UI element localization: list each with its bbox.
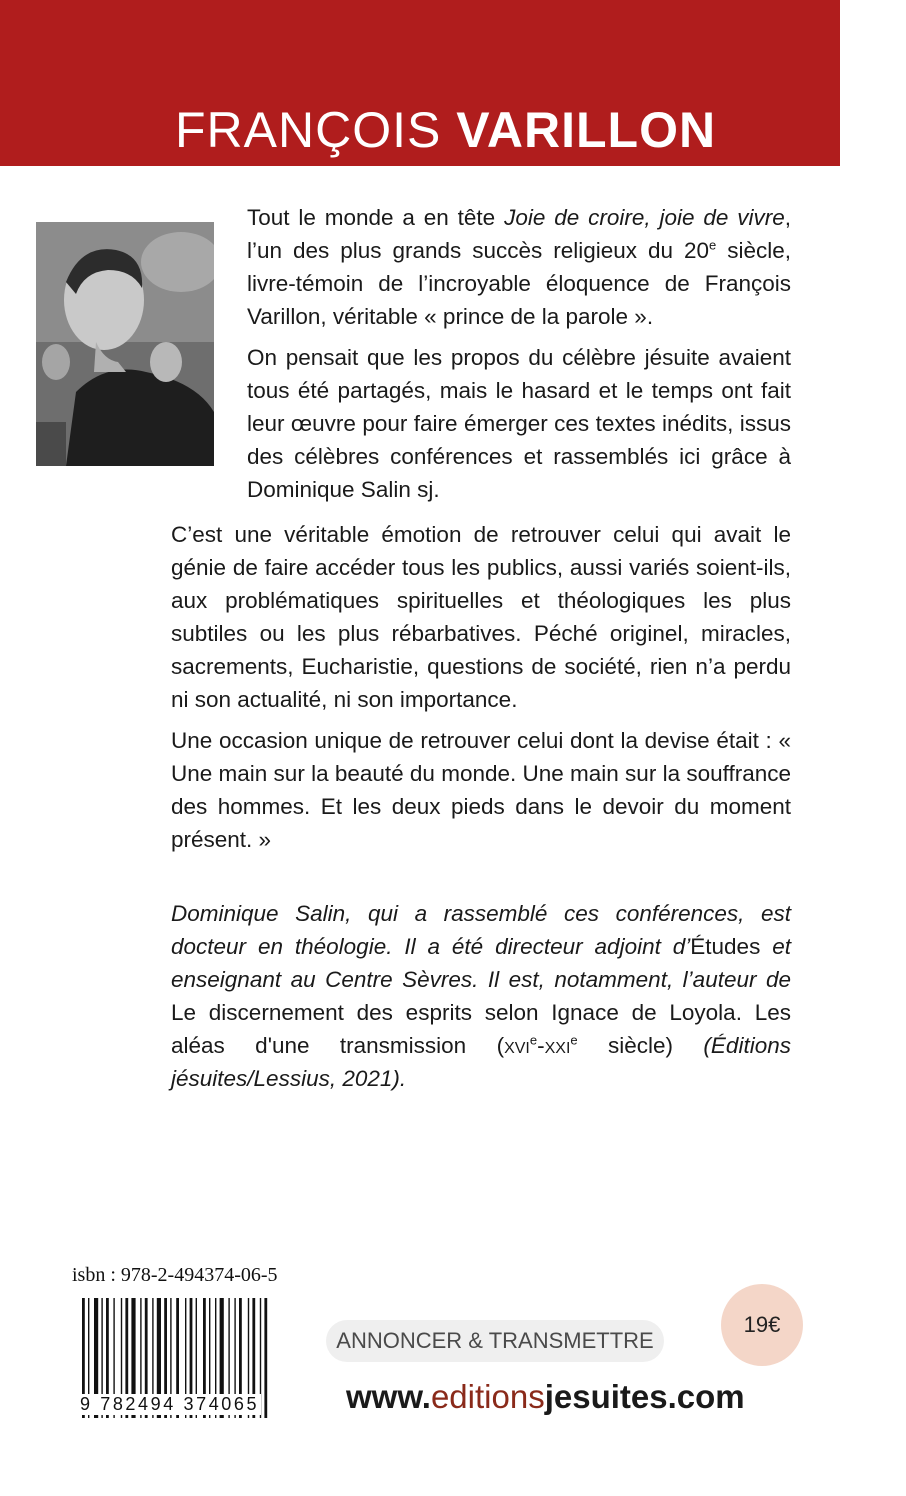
website-url[interactable]: www.editionsjesuites.com xyxy=(346,1378,745,1415)
body-text-block xyxy=(171,518,791,864)
paragraph-1: Tout le monde a en tête Joie de croire, joie de vivre, l’un des plus grands succès religieux du 20e siècle, livre-témoin de l’incroyable éloquence de François Varillon, véritable « prince de la parole ». xyxy=(247,205,791,329)
header-banner xyxy=(0,0,840,166)
paragraph-2: On pensait que les propos du célèbre jésuite avaient tous été partagés, mais le hasard et le temps ont fait leur œuvre pour faire émerger ces textes inédits, issus des célèbres conférences et rassemblés ici grâce à Dominique Salin sj. xyxy=(247,345,791,502)
price-badge: 19€ xyxy=(721,1284,803,1366)
author-photo xyxy=(36,222,214,466)
author-bio: Dominique Salin, qui a rassemblé ces conférences, est docteur en théologie. Il a été directeur adjoint d’Études et enseignant au Centre Sèvres. Il est, notamment, l’auteur de Le discernement des esprits selon Ignace de Loyola. Les aléas d'une transmission (xvi$^e$-xxi$^e$ siècle) (Éditions jésuites/Lessius, 2021). xyxy=(171,901,791,1091)
author-name xyxy=(175,100,716,160)
isbn-label: isbn : 978-2-494374-06-5 xyxy=(72,1264,278,1286)
book-title-discernement: Le discernement des esprits selon Ignace de Loyola. Les aléas d'une transmission ( xyxy=(171,1000,791,1058)
journal-etudes: Études xyxy=(690,934,761,959)
tagline-badge: ANNONCER & TRANSMETTRE xyxy=(326,1320,664,1362)
author-bio-block xyxy=(171,897,791,1095)
book-title-joie-de-croire: Joie de croire, joie de vivre xyxy=(504,205,785,230)
paragraph-3: C’est une véritable émotion de retrouver celui qui avait le génie de faire accéder tous les publics, aussi variés soient-ils, aux problématiques spirituelles et théologiques les plus subtiles ou les plus rébarbatives. Péché originel, miracles, sacrements, Eucharistie, questions de société, rien n’a perdu ni son actualité, ni son importance. xyxy=(171,522,791,712)
author-last-name: VARILLON xyxy=(456,102,717,158)
paragraph-4: Une occasion unique de retrouver celui dont la devise était : « Une main sur la beauté du monde. Une main sur la souffrance des hommes. Et les deux pieds dans le devoir du moment présent. » xyxy=(171,728,791,852)
author-first-name: FRANÇOIS xyxy=(175,102,442,158)
intro-text-block xyxy=(247,201,791,514)
barcode-digits: 9 782494 374065 xyxy=(80,1394,260,1414)
